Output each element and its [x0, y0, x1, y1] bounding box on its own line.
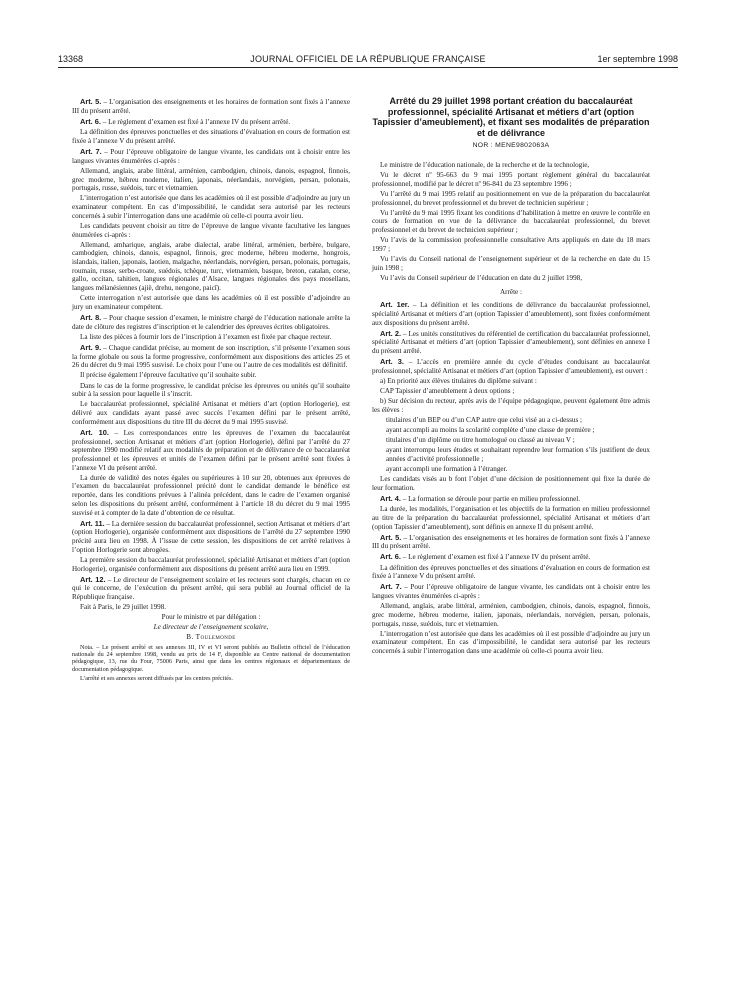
- body-paragraph: Dans le cas de la forme progressive, le candidat précise les épreuves ou unités qu’il souhaite subir à la session pour laquelle il s’inscrit.: [72, 381, 350, 399]
- body-paragraph: L’interrogation n’est autorisée que dans les académies où il est possible d’adjoindre au jury un examinateur compétent. En cas d’impossibilité, le candidat sera autorisé par les recteurs concernés à subir l’interrogation dans une académie où celle-ci pourra avoir lieu.: [72, 194, 350, 220]
- list-item: ayant interrompu leurs études et souhaitant reprendre leur formation s’ils justifient de deux années d’activité professionnelle ;: [386, 446, 650, 464]
- article-label: Art. 10.: [80, 427, 109, 437]
- journal-title: JOURNAL OFFICIEL DE LA RÉPUBLIQUE FRANÇAISE: [250, 54, 486, 64]
- body-paragraph: La définition des épreuves ponctuelles et des situations d’évaluation en cours de formation est fixée à l’annexe V du présent arrêté.: [372, 563, 650, 581]
- body-paragraph: Allemand, amharique, anglais, arabe dialectal, arabe littéral, arménien, berbère, bulgare, cambodgien, chinois, danois, espagnol, finnois, grec moderne, hébreu moderne, hongrois, islandais, italien, japonais, laotien, malgache, néerlandais, norvégien, persan, polonais, portugais, roumain, russe, serbo-croate, suédois, tchèque, turc, vietnamien, basque, breton, catalan, corse, gallo, occitan, tahitien, langues régionales d’Alsace, langues régionales des pays mosellans, langues mélanésiennes (ajië, drehu, nengone, paicî).: [72, 240, 350, 293]
- body-paragraph: Vu l’arrêté du 9 mai 1995 relatif au positionnement en vue de la préparation du baccalauréat professionnel, du brevet professionnel et du brevet de technicien supérieur ;: [372, 189, 650, 207]
- body-paragraph: Vu l’avis du Conseil supérieur de l’éducation en date du 2 juillet 1998,: [380, 273, 583, 282]
- article-label: Art. 12.: [80, 574, 106, 584]
- body-paragraph: Le baccalauréat professionnel, spécialité Artisanat et métiers d’art (option Horlogerie), est délivré aux candidats ayant passé avec succès l’examen défini par le présent arrêté, conformément aux dispositions du titre III du décret du 9 mai 1995 susvisé.: [72, 400, 350, 426]
- body-paragraph: La liste des pièces à fournir lors de l’inscription à l’examen est fixée par chaque recteur.: [80, 332, 332, 341]
- article-text: – L’organisation des enseignements et les horaires de formation sont fixés à l’annexe III du présent arrêté.: [72, 98, 350, 116]
- article-label: Art. 1er.: [380, 300, 410, 310]
- body-paragraph: CAP Tapissier d’ameublement à deux options ;: [380, 387, 515, 396]
- list-item: ayant accompli une formation à l’étranger.: [386, 465, 508, 474]
- article-label: Art. 4.: [380, 494, 401, 504]
- article-paragraph: [372, 301, 650, 327]
- article-paragraph: [72, 118, 350, 127]
- body-paragraph: La première session du baccalauréat professionnel, spécialité Artisanat et métiers d’art (option Horlogerie), organisée conformément aux dispositions du présent arrêté aura lieu en 1999.: [72, 555, 350, 573]
- article-paragraph: [72, 314, 350, 331]
- article-paragraph: [72, 148, 350, 165]
- body-paragraph: Les candidats visés au b font l’objet d’une décision de positionnement qui fixe la durée de leur formation.: [372, 475, 650, 492]
- list-item: titulaires d’un BEP ou d’un CAP autre que celui visé au a ci-dessus ;: [386, 416, 582, 425]
- signatory-title: Le directeur de l’enseignement scolaire,: [153, 623, 269, 632]
- article-label: Art. 7.: [80, 147, 102, 157]
- article-paragraph: [72, 576, 350, 602]
- article-label: Art. 11.: [80, 518, 105, 528]
- article-paragraph: [372, 358, 650, 375]
- body-paragraph: a) En priorité aux élèves titulaires du diplôme suivant :: [380, 377, 537, 386]
- body-paragraph: L’interrogation n’est autorisée que dans les académies où il est possible d’adjoindre au jury un examinateur compétent. En cas d’impossibilité, le candidat sera autorisé par les recteurs concernés à subir l’interrogation dans une académie où celle-ci pourra avoir lieu.: [372, 629, 650, 655]
- nor-reference: NOR : MENE9802063A: [472, 142, 550, 150]
- body-paragraph: Cette interrogation n’est autorisée que dans les académies où il est possible d’adjoindre au jury un examinateur compétent.: [72, 294, 350, 311]
- article-text: – Pour chaque session d’examen, le ministre chargé de l’éducation nationale arrête la date de clôture des registres d’inscription et le calendrier des épreuves écrites obligatoires.: [72, 314, 351, 331]
- left-column: [72, 96, 350, 683]
- article-label: Art. 7.: [380, 582, 402, 592]
- body-paragraph: Le ministre de l’éducation nationale, de la recherche et de la technologie,: [380, 161, 590, 170]
- page-number: 13368: [58, 54, 84, 64]
- body-paragraph: Fait à Paris, le 29 juillet 1998.: [80, 603, 167, 612]
- article-label: Art. 6.: [380, 552, 401, 562]
- body-paragraph: Vu le décret nº 95-663 du 9 mai 1995 portant règlement général du baccalauréat professionnel, modifié par le décret nº 96-841 du 23 septembre 1996 ;: [372, 171, 650, 188]
- article-text: – Le directeur de l’enseignement scolaire et les recteurs sont chargés, chacun en ce qui le concerne, de l’exécution du présent arrêté, qui sera publié au Journal officiel de la République française.: [72, 575, 350, 602]
- article-paragraph: [372, 534, 650, 551]
- article-text: – La définition et les conditions de délivrance du baccalauréat professionnel, spécialité Artisanat et métiers d’art (option Tapissier d’ameublement), sont fixées conformément aux dispositions du présent arrêté.: [372, 301, 650, 327]
- article-label: Art. 5.: [80, 97, 102, 107]
- body-paragraph: La durée de validité des notes égales ou supérieures à 10 sur 20, obtenues aux épreuves de l’examen du baccalauréat professionnel précité dont le candidat demande le bénéfice est reportée, dans les conditions prévues à l’alinéa précédent, dans le cadre de l’examen organisé selon les dispositions du présent arrêté, conformément à l’article 18 du décret du 9 mai 1995 susvisé et à compter de la date d’obtention de ce résultat.: [72, 473, 350, 517]
- article-paragraph: [72, 429, 350, 473]
- article-paragraph: [72, 520, 350, 555]
- article-paragraph: [72, 344, 350, 370]
- body-paragraph: La définition des épreuves ponctuelles et des situations d’évaluation en cours de formation est fixée à l’annexe V du présent arrêté.: [72, 128, 350, 145]
- article-paragraph: [372, 330, 650, 356]
- body-paragraph: Vu l’avis de la commission professionnelle consultative Arts appliqués en date du 18 mars 1997 ;: [372, 236, 650, 253]
- arrete-heading: Arrête :: [499, 287, 522, 296]
- right-column: [372, 96, 650, 657]
- body-paragraph: Vu l’avis du Conseil national de l’enseignement supérieur et de la recherche en date du 15 juin 1998 ;: [372, 255, 650, 272]
- article-text: – Le règlement d’examen est fixé à l’annexe IV du présent arrêté.: [100, 118, 291, 127]
- signature-line: Pour le ministre et par délégation :: [161, 613, 261, 622]
- footnote: Nota. – Le présent arrêté et ses annexes III, IV et VI seront publiés au Bulletin officiel de l’éducation nationale du 24 septembre 1998, vendu au prix de 14 F, disponible au Centre national de documentation pédagogique, 13, rue du Four, 75006 Paris, ainsi que dans les centres régionaux et départementaux de documentation pédagogique.: [72, 643, 350, 673]
- article-text: – Chaque candidat précise, au moment de son inscription, s’il présente l’examen sous la forme globale ou sous la forme progressive, conformément aux dispositions des articles 25 et 26 du décret du 9 mai 1995 susvisé. Le choix pour l’une ou l’autre de ces modalités est définitif.: [72, 343, 350, 370]
- article-text: – Pour l’épreuve obligatoire de langue vivante, les candidats ont à choisir entre les langues vivantes énumérées ci-après :: [372, 583, 650, 600]
- decree-title: Arrêté du 29 juillet 1998 portant création du baccalauréat professionnel, spécialité Artisanat et métiers d’art (option Tapissier d’ameublement), et fixant ses modalités de préparation et de délivrance: [372, 96, 650, 138]
- article-paragraph: [372, 495, 650, 504]
- body-paragraph: Allemand, anglais, arabe littéral, arménien, cambodgien, chinois, danois, espagnol, finnois, grec moderne, hébreu moderne, italien, japonais, néerlandais, norvégien, persan, polonais, portugais, russe, suédois, turc et vietnamien.: [72, 166, 350, 193]
- header-rule: [58, 67, 678, 68]
- body-paragraph: Il précise également l’épreuve facultative qu’il souhaite subir.: [80, 371, 257, 380]
- article-label: Art. 2.: [380, 328, 402, 338]
- article-paragraph: [372, 583, 650, 600]
- right-column-body: [372, 161, 650, 656]
- issue-date: 1er septembre 1998: [597, 54, 678, 64]
- footnote: L’arrêté et ses annexes seront diffusés par les centres précités.: [80, 674, 233, 682]
- list-item: ayant accompli au moins la scolarité complète d’une classe de première ;: [386, 426, 595, 435]
- article-text: – Les correspondances entre les épreuves de l’examen du baccalauréat professionnel, section Artisanat et métiers d’art (option Horlogerie), défini par l’arrêté du 27 septembre 1990 modifié relatif aux modalités de préparation et de délivrance de ce baccalauréat professionnel et les épreuves et unités de l’examen défini par le présent arrêté sont fixées à l’annexe VI du présent arrêté.: [72, 428, 350, 472]
- article-text: – L’accès en première année du cycle d’études conduisant au baccalauréat professionnel, spécialité Artisanat et métiers d’art (option Tapissier d’ameublement), est ouvert :: [372, 358, 651, 375]
- body-paragraph: La durée, les modalités, l’organisation et les objectifs de la formation en milieu professionnel au titre de la préparation du baccalauréat professionnel, spécialité Artisanat et métiers d’art (option Tapissier d’ameublement), sont définis en annexe II du présent arrêté.: [372, 505, 650, 531]
- article-text: – La formation se déroule pour partie en milieu professionnel.: [400, 495, 581, 504]
- article-label: Art. 8.: [80, 313, 102, 323]
- article-text: – Pour l’épreuve obligatoire de langue vivante, les candidats ont à choisir entre les langues vivantes énumérées ci-après :: [72, 148, 350, 165]
- article-label: Art. 9.: [80, 342, 102, 352]
- article-text: – La dernière session du baccalauréat professionnel, section Artisanat et métiers d’art (option Horlogerie), organisée conformément aux dispositions de l’arrêté du 27 septembre 1990 précité aura lieu en 1998. À l’issue de cette session, les dispositions de cet arrêté relatives à l’option Horlogerie sont abrogées.: [72, 519, 350, 554]
- article-label: Art. 5.: [380, 532, 402, 542]
- article-paragraph: [72, 98, 350, 115]
- article-text: – Les unités constitutives du référentiel de certification du baccalauréat professionnel, spécialité Artisanat et métiers d’art (option Tapissier d’ameublement), sont définies en annexe I du présent arrêté.: [372, 329, 650, 356]
- article-label: Art. 6.: [80, 117, 101, 127]
- article-label: Art. 3.: [380, 357, 404, 367]
- list-item: titulaires d’un diplôme ou titre homologué ou classé au niveau V ;: [386, 436, 575, 445]
- signatory-name: B. Toulemonde: [186, 633, 236, 642]
- body-paragraph: b) Sur décision du recteur, après avis de l’équipe pédagogique, peuvent également être admis les élèves :: [372, 397, 650, 414]
- body-paragraph: Allemand, anglais, arabe littéral, arménien, cambodgien, chinois, danois, espagnol, finnois, grec moderne, hébreu moderne, italien, japonais, néerlandais, norvégien, persan, polonais, portugais, russe, suédois, turc et vietnamien.: [372, 602, 650, 628]
- article-text: – L’organisation des enseignements et les horaires de formation sont fixés à l’annexe III du présent arrêté.: [372, 533, 650, 551]
- article-paragraph: [372, 553, 650, 562]
- body-paragraph: Vu l’arrêté du 9 mai 1995 fixant les conditions d’habilitation à mettre en œuvre le contrôle en cours de formation en vue de la délivrance du baccalauréat professionnel, du brevet professionnel et du brevet de technicien supérieur ;: [372, 208, 650, 235]
- page-header: [58, 51, 678, 67]
- article-text: – Le règlement d’examen est fixé à l’annexe IV du présent arrêté.: [400, 553, 591, 562]
- body-paragraph: Les candidats peuvent choisir au titre de l’épreuve de langue vivante facultative les langues énumérées ci-après :: [72, 221, 350, 239]
